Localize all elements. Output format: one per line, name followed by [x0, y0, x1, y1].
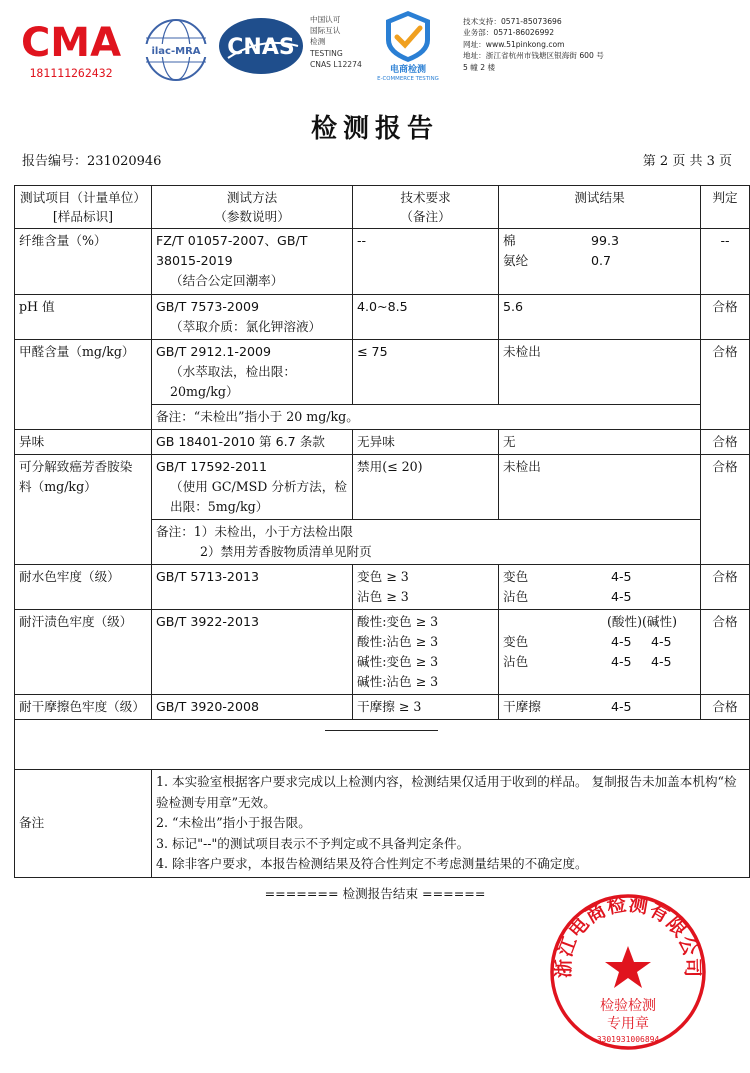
result-cell: (酸性) (碱性) 变色 4-5 4-5 沾色 4-5 4-5: [499, 610, 701, 695]
note-cell: 备注：1）未检出，小于方法检出限 2）禁用芳香胺物质清单见附页: [152, 520, 701, 565]
page-indicator: 第 2 页 共 3 页: [642, 154, 732, 169]
method-cell: GB/T 7573-2009 （萃取介质：氯化钾溶液）: [152, 295, 353, 340]
report-end-marker: ======= 检测报告结束 ======: [264, 886, 486, 901]
result-cell: 干摩擦 4-5: [499, 695, 701, 720]
item-cell: 甲醛含量（mg/kg）: [15, 340, 152, 430]
item-cell: 耐水色牢度（级）: [15, 565, 152, 610]
method-cell: FZ/T 01057-2007、GB/T 38015-2019 （结合公定回潮率）: [152, 229, 353, 295]
table-row: [15, 229, 750, 295]
method-cell: GB/T 3922-2013: [152, 610, 353, 695]
item-cell: 纤维含量（%）: [15, 229, 152, 295]
seal-line2: 专用章: [607, 1016, 649, 1032]
header-method: 测试方法 （参数说明）: [152, 186, 353, 229]
cert-line: 国际互认: [310, 26, 341, 36]
judgement-cell: --: [701, 229, 750, 295]
judgement-cell: 合格: [701, 295, 750, 340]
cma-logo: [16, 14, 126, 84]
item-cell: 耐干摩擦色牢度（级）: [15, 695, 152, 720]
contact-line: 5 幢 2 楼: [463, 62, 496, 72]
report-title: 检测报告: [310, 114, 439, 144]
remarks-label: 备注: [15, 770, 152, 878]
remark-line: 3. 标记"--"的测试项目表示不予判定或不具备判定条件。: [156, 835, 470, 851]
table-row: [15, 455, 750, 520]
ec-subtext: E-COMMERCE TESTING: [377, 76, 439, 82]
note-cell: 备注：“未检出”指小于 20 mg/kg。: [152, 405, 701, 430]
method-cell: GB/T 17592-2011 （使用 GC/MSD 分析方法，检 出限：5mg/kg）: [152, 455, 353, 520]
table-header-row: [15, 186, 750, 229]
separator-line: [325, 730, 438, 731]
result-cell: 棉 99.3 氨纶 0.7: [499, 229, 701, 295]
method-cell: GB/T 3920-2008: [152, 695, 353, 720]
report-number: 报告编号：231020946: [22, 154, 162, 169]
blank-row: [15, 720, 750, 770]
table-row: [15, 695, 750, 720]
judgement-cell: 合格: [701, 695, 750, 720]
table-row: [15, 340, 750, 405]
contact-line: 地址：浙江省杭州市钱塘区银海街 600 号: [463, 51, 604, 61]
contact-info: [463, 16, 604, 73]
item-cell: 异味: [15, 430, 152, 455]
seal-star-icon: [605, 946, 651, 988]
cert-line: 中国认可: [310, 15, 341, 24]
company-seal: [548, 892, 708, 1052]
item-cell: 可分解致癌芳香胺染 料（mg/kg）: [15, 455, 152, 565]
judgement-cell: 合格: [701, 340, 750, 430]
requirement-cell: 干摩擦 ≥ 3: [353, 695, 499, 720]
method-cell: GB/T 2912.1-2009 （水萃取法，检出限：20mg/kg）: [152, 340, 353, 405]
seal-number: 3301931006894: [596, 1035, 660, 1044]
accreditation-text: [310, 14, 362, 70]
requirement-cell: 4.0~8.5: [353, 295, 499, 340]
remarks-row: [15, 770, 750, 878]
cnas-text: CNAS: [227, 35, 295, 60]
remark-line: 1. 本实验室根据客户要求完成以上检测内容，检测结果仅适用于收到的样品。 复制报告未加盖本机构“检验检测专用章”无效。: [156, 774, 737, 810]
cma-logo-text: CMA: [20, 20, 122, 66]
requirement-cell: 变色 ≥ 3 沾色 ≥ 3: [353, 565, 499, 610]
judgement-cell: 合格: [701, 610, 750, 695]
remarks-cell: [152, 770, 750, 878]
ilac-mra-logo: [140, 14, 212, 84]
table-row: [15, 610, 750, 695]
method-cell: GB/T 5713-2013: [152, 565, 353, 610]
remark-line: 4. 除非客户要求，本报告检测结果及符合性判定不考虑测量结果的不确定度。: [156, 856, 588, 871]
cert-line: CNAS L12274: [310, 59, 362, 69]
result-cell: 未检出: [499, 455, 701, 520]
cert-line: 检测: [310, 37, 326, 47]
result-cell: 无: [499, 430, 701, 455]
results-table: [14, 185, 750, 878]
ec-text: 电商检测: [389, 65, 427, 75]
table-row: [15, 565, 750, 610]
table-row: [15, 295, 750, 340]
result-cell: 未检出: [499, 340, 701, 405]
requirement-cell: 无异味: [353, 430, 499, 455]
cert-line: TESTING: [310, 48, 343, 58]
judgement-cell: 合格: [701, 565, 750, 610]
seal-line1: 检验检测: [600, 998, 656, 1014]
method-cell: GB 18401-2010 第 6.7 条款: [152, 430, 353, 455]
contact-line: 业务部：0571-86026992: [463, 28, 555, 38]
cma-number: 181111262432: [29, 66, 113, 80]
contact-line: 技术支持：0571-85073696: [463, 17, 562, 26]
requirement-cell: 禁用(≤ 20): [353, 455, 499, 520]
result-cell: 变色 4-5 沾色 4-5: [499, 565, 701, 610]
item-cell: 耐汗渍色牢度（级）: [15, 610, 152, 695]
ilac-text: ilac-MRA: [151, 46, 201, 57]
result-cell: 5.6: [499, 295, 701, 340]
seal-org-name: 浙江电商检测有限公司: [552, 893, 704, 979]
header-judgement: 判定: [701, 186, 750, 229]
header-result: 测试结果: [499, 186, 701, 229]
ecommerce-testing-logo: [368, 8, 448, 82]
item-cell: pH 值: [15, 295, 152, 340]
header-item: 测试项目（计量单位） [样品标识]: [15, 186, 152, 229]
remark-line: 2. “未检出”指小于报告限。: [156, 815, 311, 830]
requirement-cell: ≤ 75: [353, 340, 499, 405]
blank-cell: [15, 720, 750, 770]
judgement-cell: 合格: [701, 455, 750, 565]
contact-line: 网址：www.51pinkong.com: [463, 39, 565, 49]
requirement-cell: 酸性:变色 ≥ 3 酸性:沾色 ≥ 3 碱性:变色 ≥ 3 碱性:沾色 ≥ 3: [353, 610, 499, 695]
judgement-cell: 合格: [701, 430, 750, 455]
cnas-logo: [218, 16, 304, 76]
requirement-cell: --: [353, 229, 499, 295]
header-requirement: 技术要求 （备注）: [353, 186, 499, 229]
table-row: [15, 430, 750, 455]
